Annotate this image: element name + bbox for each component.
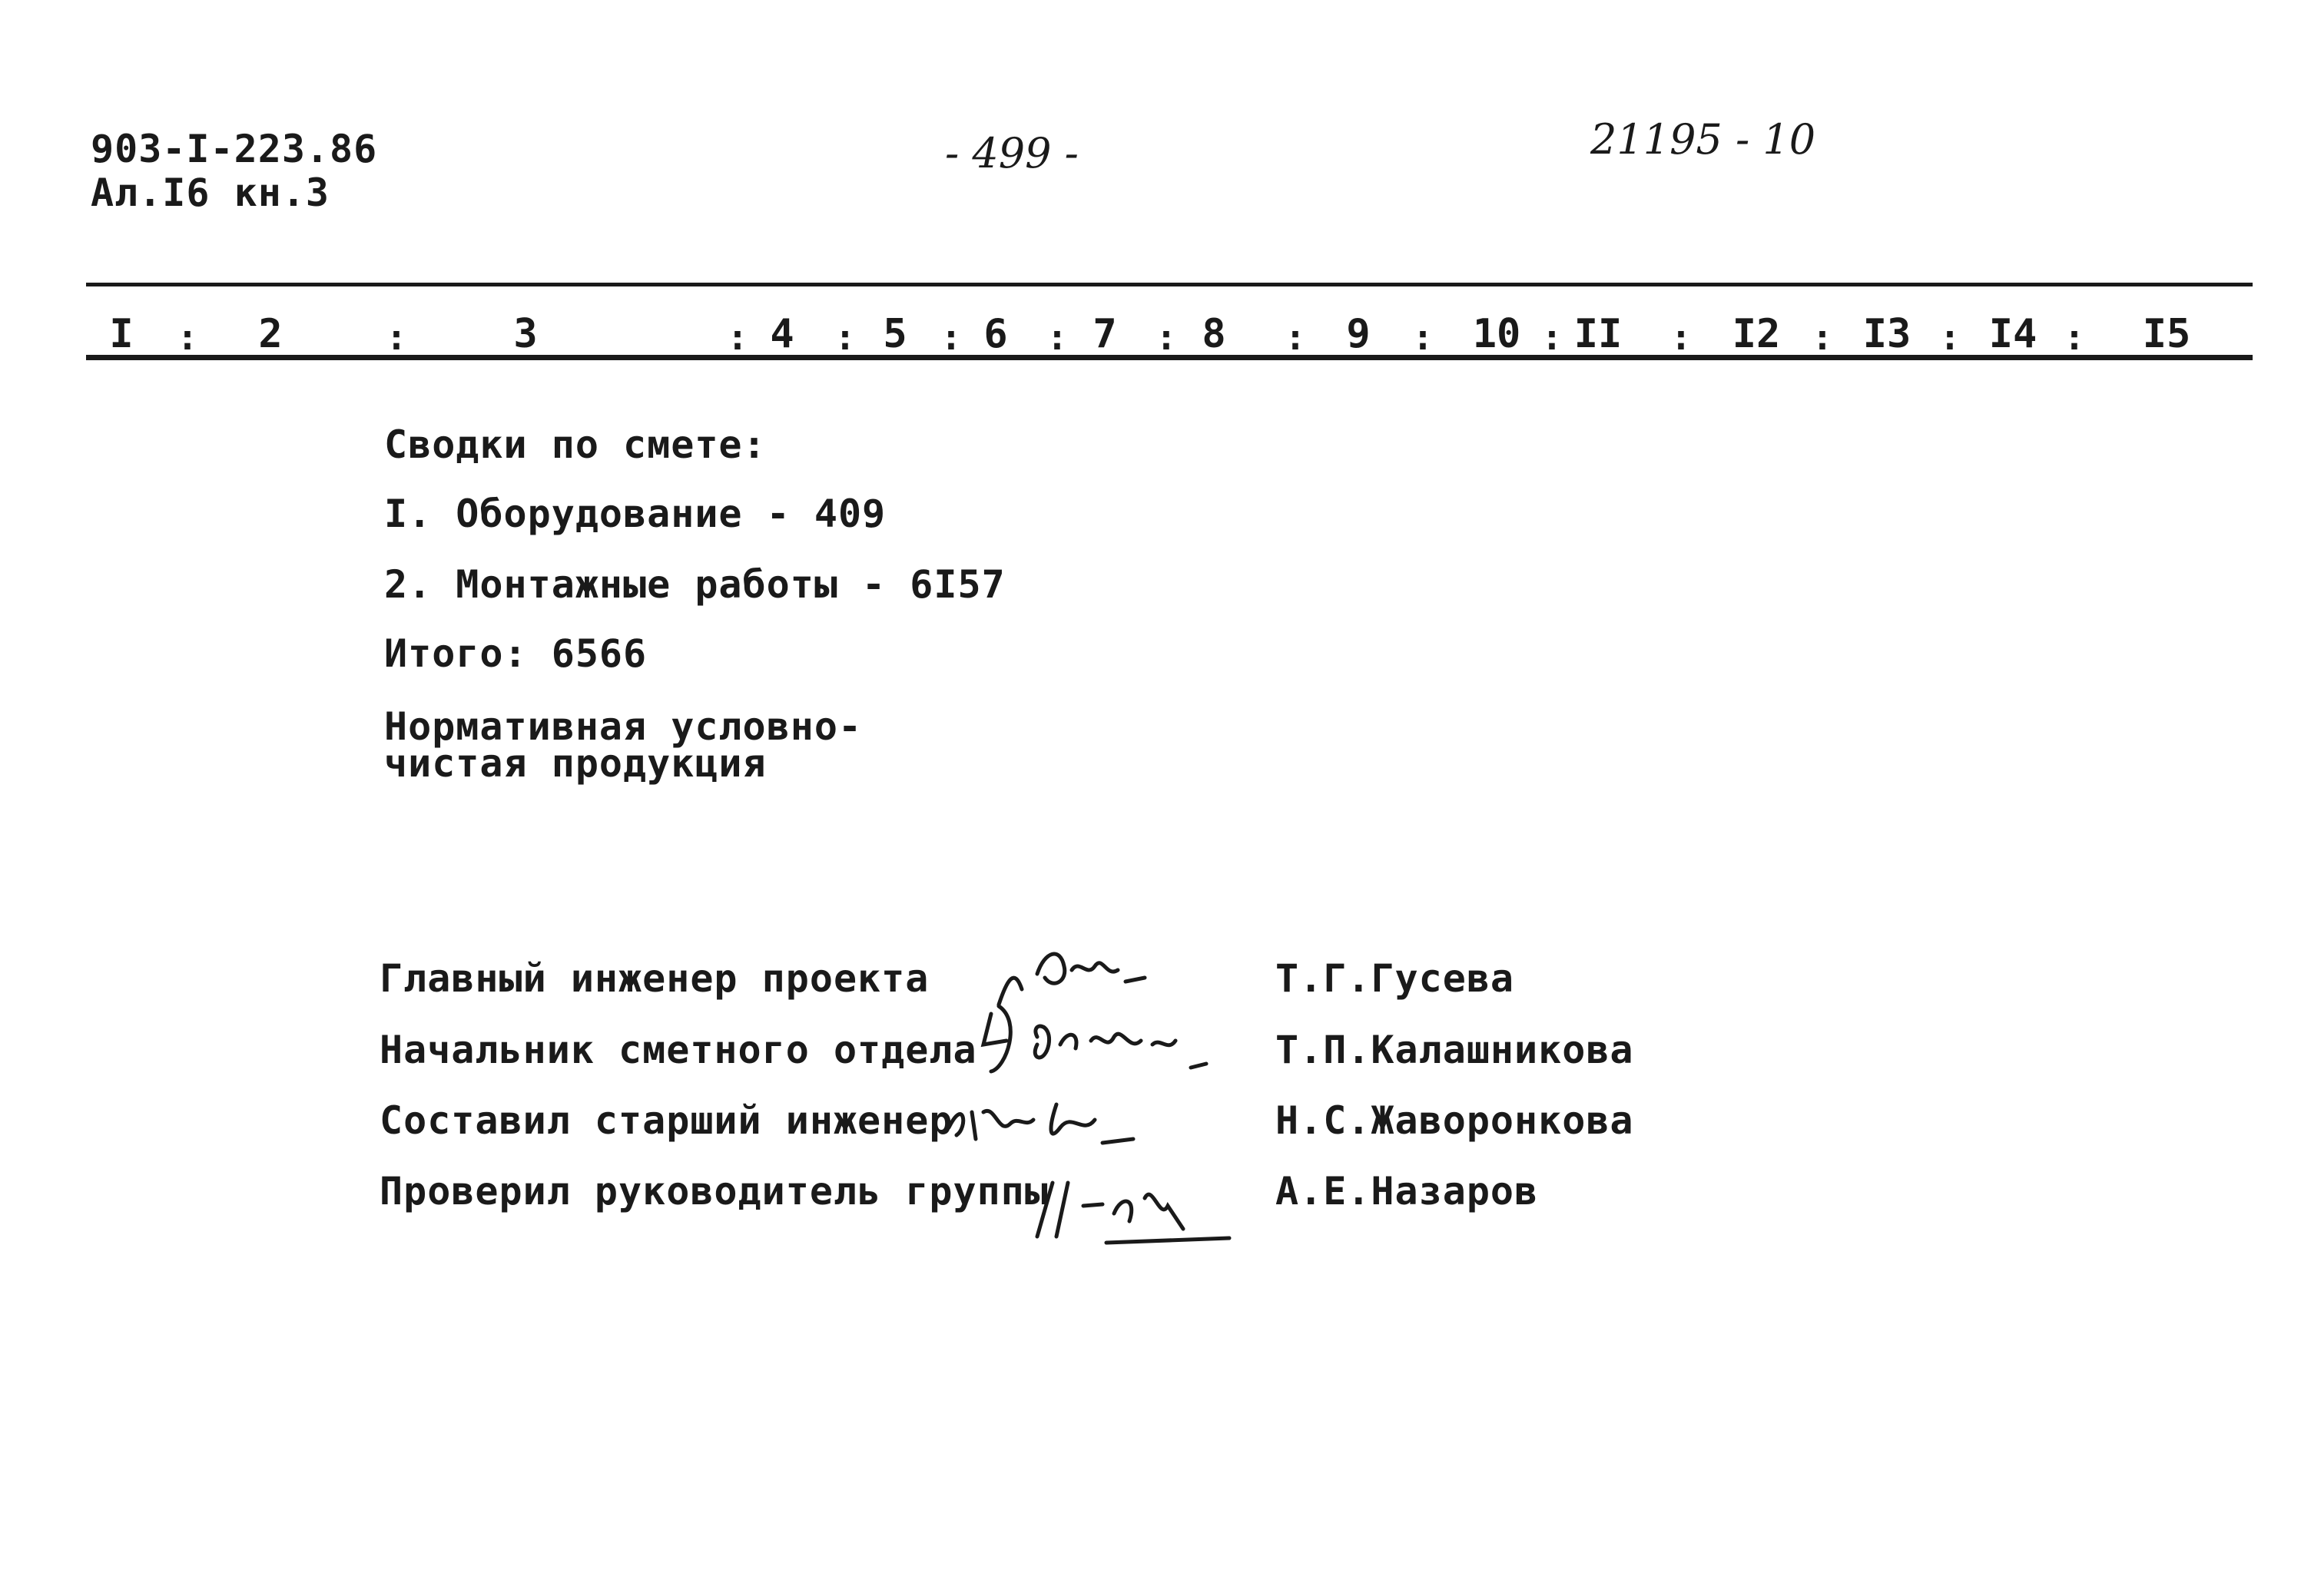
summary-note-line: Нормативная условно-: [384, 704, 863, 749]
column-number: 5: [883, 311, 907, 357]
column-separator: :: [834, 316, 856, 358]
column-separator: :: [1812, 316, 1833, 358]
summary-heading: Сводки по смете:: [384, 422, 767, 467]
column-separator: :: [2064, 316, 2085, 358]
column-number: 6: [983, 311, 1008, 357]
handwritten-signature: [1030, 1152, 1245, 1252]
column-number: 7: [1093, 311, 1117, 357]
column-number: I5: [2142, 311, 2191, 357]
column-number: 8: [1202, 311, 1226, 357]
summary-total: Итого: 6566: [384, 631, 648, 676]
column-number: I2: [1732, 311, 1781, 357]
signatory-name: Т.Г.Гусева: [1275, 956, 1515, 1001]
summary-equipment: I. Оборудование - 409: [384, 492, 887, 536]
document-code: 903-I-223.86: [91, 127, 378, 171]
column-number: 9: [1346, 311, 1371, 357]
column-number: I: [109, 311, 134, 357]
column-separator: :: [386, 316, 407, 358]
column-number: 4: [770, 311, 794, 357]
column-separator: :: [1412, 316, 1434, 358]
signatory-name: Т.П.Калашникова: [1275, 1028, 1634, 1072]
summary-note: [384, 704, 863, 786]
column-number: I3: [1862, 311, 1911, 357]
signature-role-group-leader: Проверил руководитель группы: [380, 1169, 1049, 1214]
signatory-name: Н.С.Жаворонкова: [1275, 1098, 1634, 1143]
column-separator: :: [940, 316, 962, 358]
column-separator: :: [1156, 316, 1177, 358]
column-separator: :: [727, 316, 748, 358]
page-number: - 499 -: [945, 129, 1079, 177]
column-separator: :: [1939, 316, 1961, 358]
album-reference: Ал.I6 кн.3: [91, 171, 330, 215]
column-number: II: [1573, 311, 1623, 357]
column-separator: :: [1046, 316, 1068, 358]
top-rule: [86, 283, 2253, 286]
signature-role-senior-engineer: Составил старший инженер: [380, 1098, 953, 1143]
column-number: 2: [258, 311, 283, 357]
column-number: 3: [513, 311, 538, 357]
signature-role-estimate-head: Начальник сметного отдела: [380, 1028, 977, 1072]
summary-note-line: чистая продукция: [384, 741, 767, 786]
column-number: 10: [1472, 311, 1521, 357]
column-separator: :: [1285, 316, 1306, 358]
column-separator: :: [1541, 316, 1563, 358]
summary-installation: 2. Монтажные работы - 6I57: [384, 562, 1006, 607]
inventory-number: 21195 - 10: [1590, 115, 1816, 164]
signatory-name: А.Е.Назаров: [1275, 1169, 1539, 1214]
column-number: I4: [1988, 311, 2037, 357]
handwritten-signature: [976, 998, 1237, 1083]
column-separator: :: [1670, 316, 1692, 358]
signature-role-chief-engineer: Главный инженер проекта: [380, 956, 930, 1001]
column-separator: :: [177, 316, 198, 358]
